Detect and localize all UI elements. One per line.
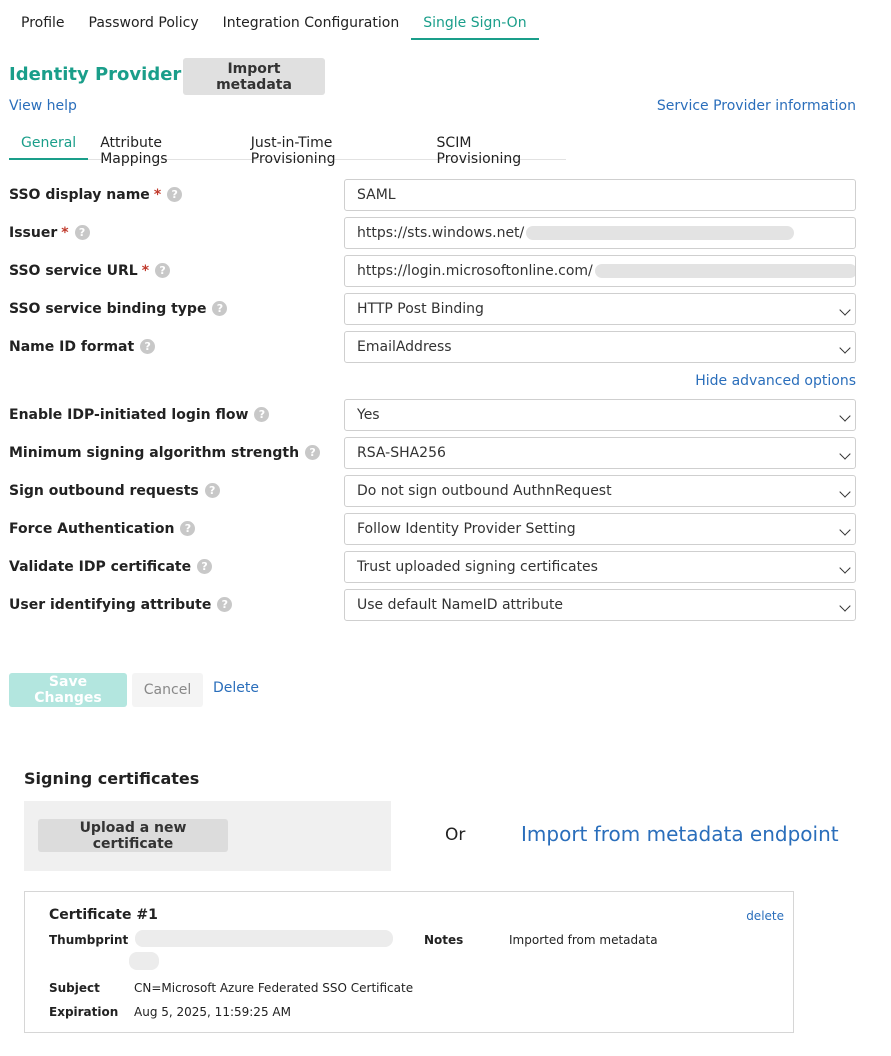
chevron-down-icon <box>839 342 850 353</box>
chevron-down-icon <box>839 410 850 421</box>
binding-type-label: SSO service binding type ? <box>9 301 227 317</box>
help-icon[interactable]: ? <box>197 559 212 574</box>
force-auth-select[interactable]: Follow Identity Provider Setting <box>344 513 856 545</box>
upload-certificate-panel <box>24 801 391 871</box>
redacted-blur <box>595 264 856 278</box>
subject-label: Subject <box>49 981 100 995</box>
notes-value: Imported from metadata <box>509 933 658 947</box>
notes-label: Notes <box>424 933 464 947</box>
validate-cert-select[interactable]: Trust uploaded signing certificates <box>344 551 856 583</box>
sso-service-url-row <box>9 255 856 287</box>
chevron-down-icon <box>839 486 850 497</box>
required-marker: * <box>141 263 150 279</box>
import-from-metadata-endpoint-link[interactable]: Import from metadata endpoint <box>521 822 839 846</box>
tab-jit-provisioning[interactable]: Just-in-Time Provisioning <box>250 135 336 167</box>
min-signing-label: Minimum signing algorithm strength ? <box>9 445 320 461</box>
idp-initiated-label: Enable IDP-initiated login flow ? <box>9 407 269 423</box>
thumbprint-redacted <box>135 930 393 947</box>
user-attr-label: User identifying attribute ? <box>9 597 232 613</box>
tab-profile[interactable]: Profile <box>21 15 65 31</box>
help-icon[interactable]: ? <box>180 521 195 536</box>
save-changes-button[interactable]: Save Changes <box>9 673 127 707</box>
issuer-row <box>9 217 856 249</box>
import-metadata-button[interactable]: Import metadata <box>183 58 325 95</box>
tab-password-policy[interactable]: Password Policy <box>88 15 199 31</box>
min-signing-select[interactable]: RSA-SHA256 <box>344 437 856 469</box>
validate-cert-row <box>9 551 856 583</box>
name-id-format-select[interactable]: EmailAddress <box>344 331 856 363</box>
name-id-format-label: Name ID format ? <box>9 339 155 355</box>
user-attr-row <box>9 589 856 621</box>
top-tabs <box>9 8 539 40</box>
help-icon[interactable]: ? <box>305 445 320 460</box>
page-title: Identity Provider <box>9 64 182 85</box>
help-icon[interactable]: ? <box>212 301 227 316</box>
binding-type-row <box>9 293 856 325</box>
chevron-down-icon <box>839 304 850 315</box>
hide-advanced-options-link[interactable]: Hide advanced options <box>695 373 856 389</box>
thumbprint-redacted <box>129 952 159 970</box>
idp-initiated-row <box>9 399 856 431</box>
issuer-label: Issuer * ? <box>9 225 90 241</box>
sso-service-url-label: SSO service URL * ? <box>9 263 170 279</box>
help-icon[interactable]: ? <box>217 597 232 612</box>
sso-display-name-label: SSO display name * ? <box>9 187 182 203</box>
help-icon[interactable]: ? <box>140 339 155 354</box>
chevron-down-icon <box>839 448 850 459</box>
sso-display-name-row <box>9 179 856 211</box>
required-marker: * <box>153 187 162 203</box>
validate-cert-label: Validate IDP certificate ? <box>9 559 212 575</box>
redacted-blur <box>526 226 794 240</box>
sso-display-name-input[interactable]: SAML <box>344 179 856 211</box>
cancel-button[interactable]: Cancel <box>132 673 203 707</box>
help-icon[interactable]: ? <box>167 187 182 202</box>
sign-outbound-label: Sign outbound requests ? <box>9 483 220 499</box>
tab-attribute-mappings[interactable]: Attribute Mappings <box>100 135 168 167</box>
binding-type-select[interactable]: HTTP Post Binding <box>344 293 856 325</box>
min-signing-row <box>9 437 856 469</box>
chevron-down-icon <box>839 524 850 535</box>
sign-outbound-row <box>9 475 856 507</box>
tab-general[interactable]: General <box>9 128 88 160</box>
sign-outbound-select[interactable]: Do not sign outbound AuthnRequest <box>344 475 856 507</box>
help-icon[interactable]: ? <box>205 483 220 498</box>
sub-tabs <box>9 128 566 167</box>
thumbprint-label: Thumbprint <box>49 933 129 947</box>
required-marker: * <box>61 225 69 241</box>
issuer-input[interactable]: https://sts.windows.net/ <box>344 217 856 249</box>
user-attr-select[interactable]: Use default NameID attribute <box>344 589 856 621</box>
chevron-down-icon <box>839 562 850 573</box>
certificate-title: Certificate #1 <box>49 907 158 923</box>
idp-initiated-select[interactable]: Yes <box>344 399 856 431</box>
view-help-link[interactable]: View help <box>9 98 77 114</box>
certificate-delete-link[interactable]: delete <box>746 909 784 923</box>
force-auth-row <box>9 513 856 545</box>
help-icon[interactable]: ? <box>254 407 269 422</box>
upload-certificate-button[interactable]: Upload a new certificate <box>38 819 228 852</box>
subject-value: CN=Microsoft Azure Federated SSO Certificate <box>134 981 414 995</box>
expiration-label: Expiration <box>49 1005 119 1019</box>
or-separator: Or <box>445 825 466 845</box>
chevron-down-icon <box>839 600 850 611</box>
expiration-value: Aug 5, 2025, 11:59:25 AM <box>134 1005 291 1019</box>
name-id-format-row <box>9 331 856 363</box>
certificate-card <box>24 891 794 1033</box>
help-icon[interactable]: ? <box>75 225 90 240</box>
tab-single-sign-on[interactable]: Single Sign-On <box>411 8 538 40</box>
service-provider-info-link[interactable]: Service Provider information <box>656 98 856 114</box>
tab-scim-provisioning[interactable]: SCIM Provisioning <box>436 135 522 167</box>
tab-integration-configuration[interactable]: Integration Configuration <box>222 15 400 31</box>
sso-service-url-input[interactable]: https://login.microsoftonline.com/ <box>344 255 856 287</box>
delete-link[interactable]: Delete <box>213 680 259 696</box>
help-icon[interactable]: ? <box>155 263 170 278</box>
signing-certificates-title: Signing certificates <box>24 769 200 788</box>
force-auth-label: Force Authentication ? <box>9 521 195 537</box>
